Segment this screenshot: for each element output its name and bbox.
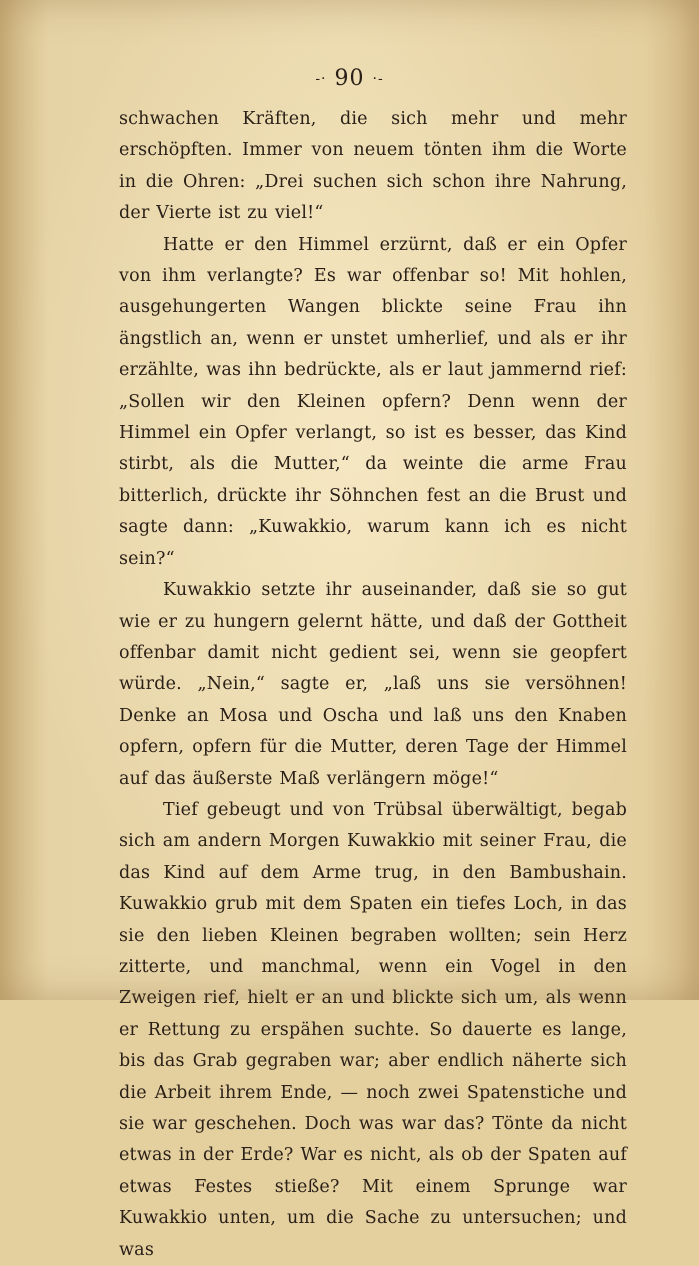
page-number: 90 [334,66,365,91]
page-header [0,66,699,91]
paragraph: schwachen Kräften, die sich mehr und mehr erschöpften. Immer von neuem tönten ihm die Worte in die Ohren: „Drei suchen sich schon ihre Nahrung, der Vierte ist zu viel!“ [119,109,627,224]
page-number-ornament-right: ·- [372,71,384,87]
paragraph: Kuwakkio setzte ihr auseinander, daß sie so gut wie er zu hungern gelernt hätte, und daß der Gottheit offenbar damit nicht gedient sei, wenn sie geopfert würde. „Nein,“ sagte er, „laß uns sie versöhnen! Denke an Mosa und Oscha und laß uns den Knaben opfern, opfern für die Mutter, deren Tage der Himmel auf das äußerste Maß verlängern möge!“ [119,580,627,789]
page-number-ornament-left: -· [315,71,327,87]
paragraph: Hatte er den Himmel erzürnt, daß er ein Opfer von ihm verlangte? Es war offenbar so! Mit hohlen, ausgehungerten Wangen blickte seine Frau ihn ängstlich an, wenn er unstet umherlief, und als er ihr erzählte, was ihn bedrückte, als er laut jammernd rief: „Sollen wir den Kleinen opfern? Denn wenn der Himmel ein Opfer verlangt, so ist es besser, das Kind stirbt, als die Mutter,“ da weinte die arme Frau bitterlich, drückte ihr Söhnchen fest an die Brust und sagte dann: „Kuwakkio, warum kann ich es nicht sein?“ [119,234,627,569]
body-text [119,104,627,1266]
paragraph: Tief gebeugt und von Trübsal überwältigt, begab sich am andern Morgen Kuwakkio mit seiner Frau, die das Kind auf dem Arme trug, in den Bambushain. Kuwakkio grub mit dem Spaten ein tiefes Loch, in das sie den lieben Kleinen begraben wollten; sein Herz zitterte, und manchmal, wenn ein Vogel in den Zweigen rief, hielt er an und blickte sich um, als wenn er Rettung zu erspähen suchte. So dauerte es lange, bis das Grab gegraben war; aber endlich näherte sich die Arbeit ihrem Ende, — noch zwei Spatenstiche und sie war geschehen. Doch was war das? Tönte da nicht etwas in der Erde? War es nicht, als ob der Spaten auf etwas Festes stieße? Mit einem Sprunge war Kuwakkio unten, um die Sache zu untersuchen; und was [119,799,627,1260]
